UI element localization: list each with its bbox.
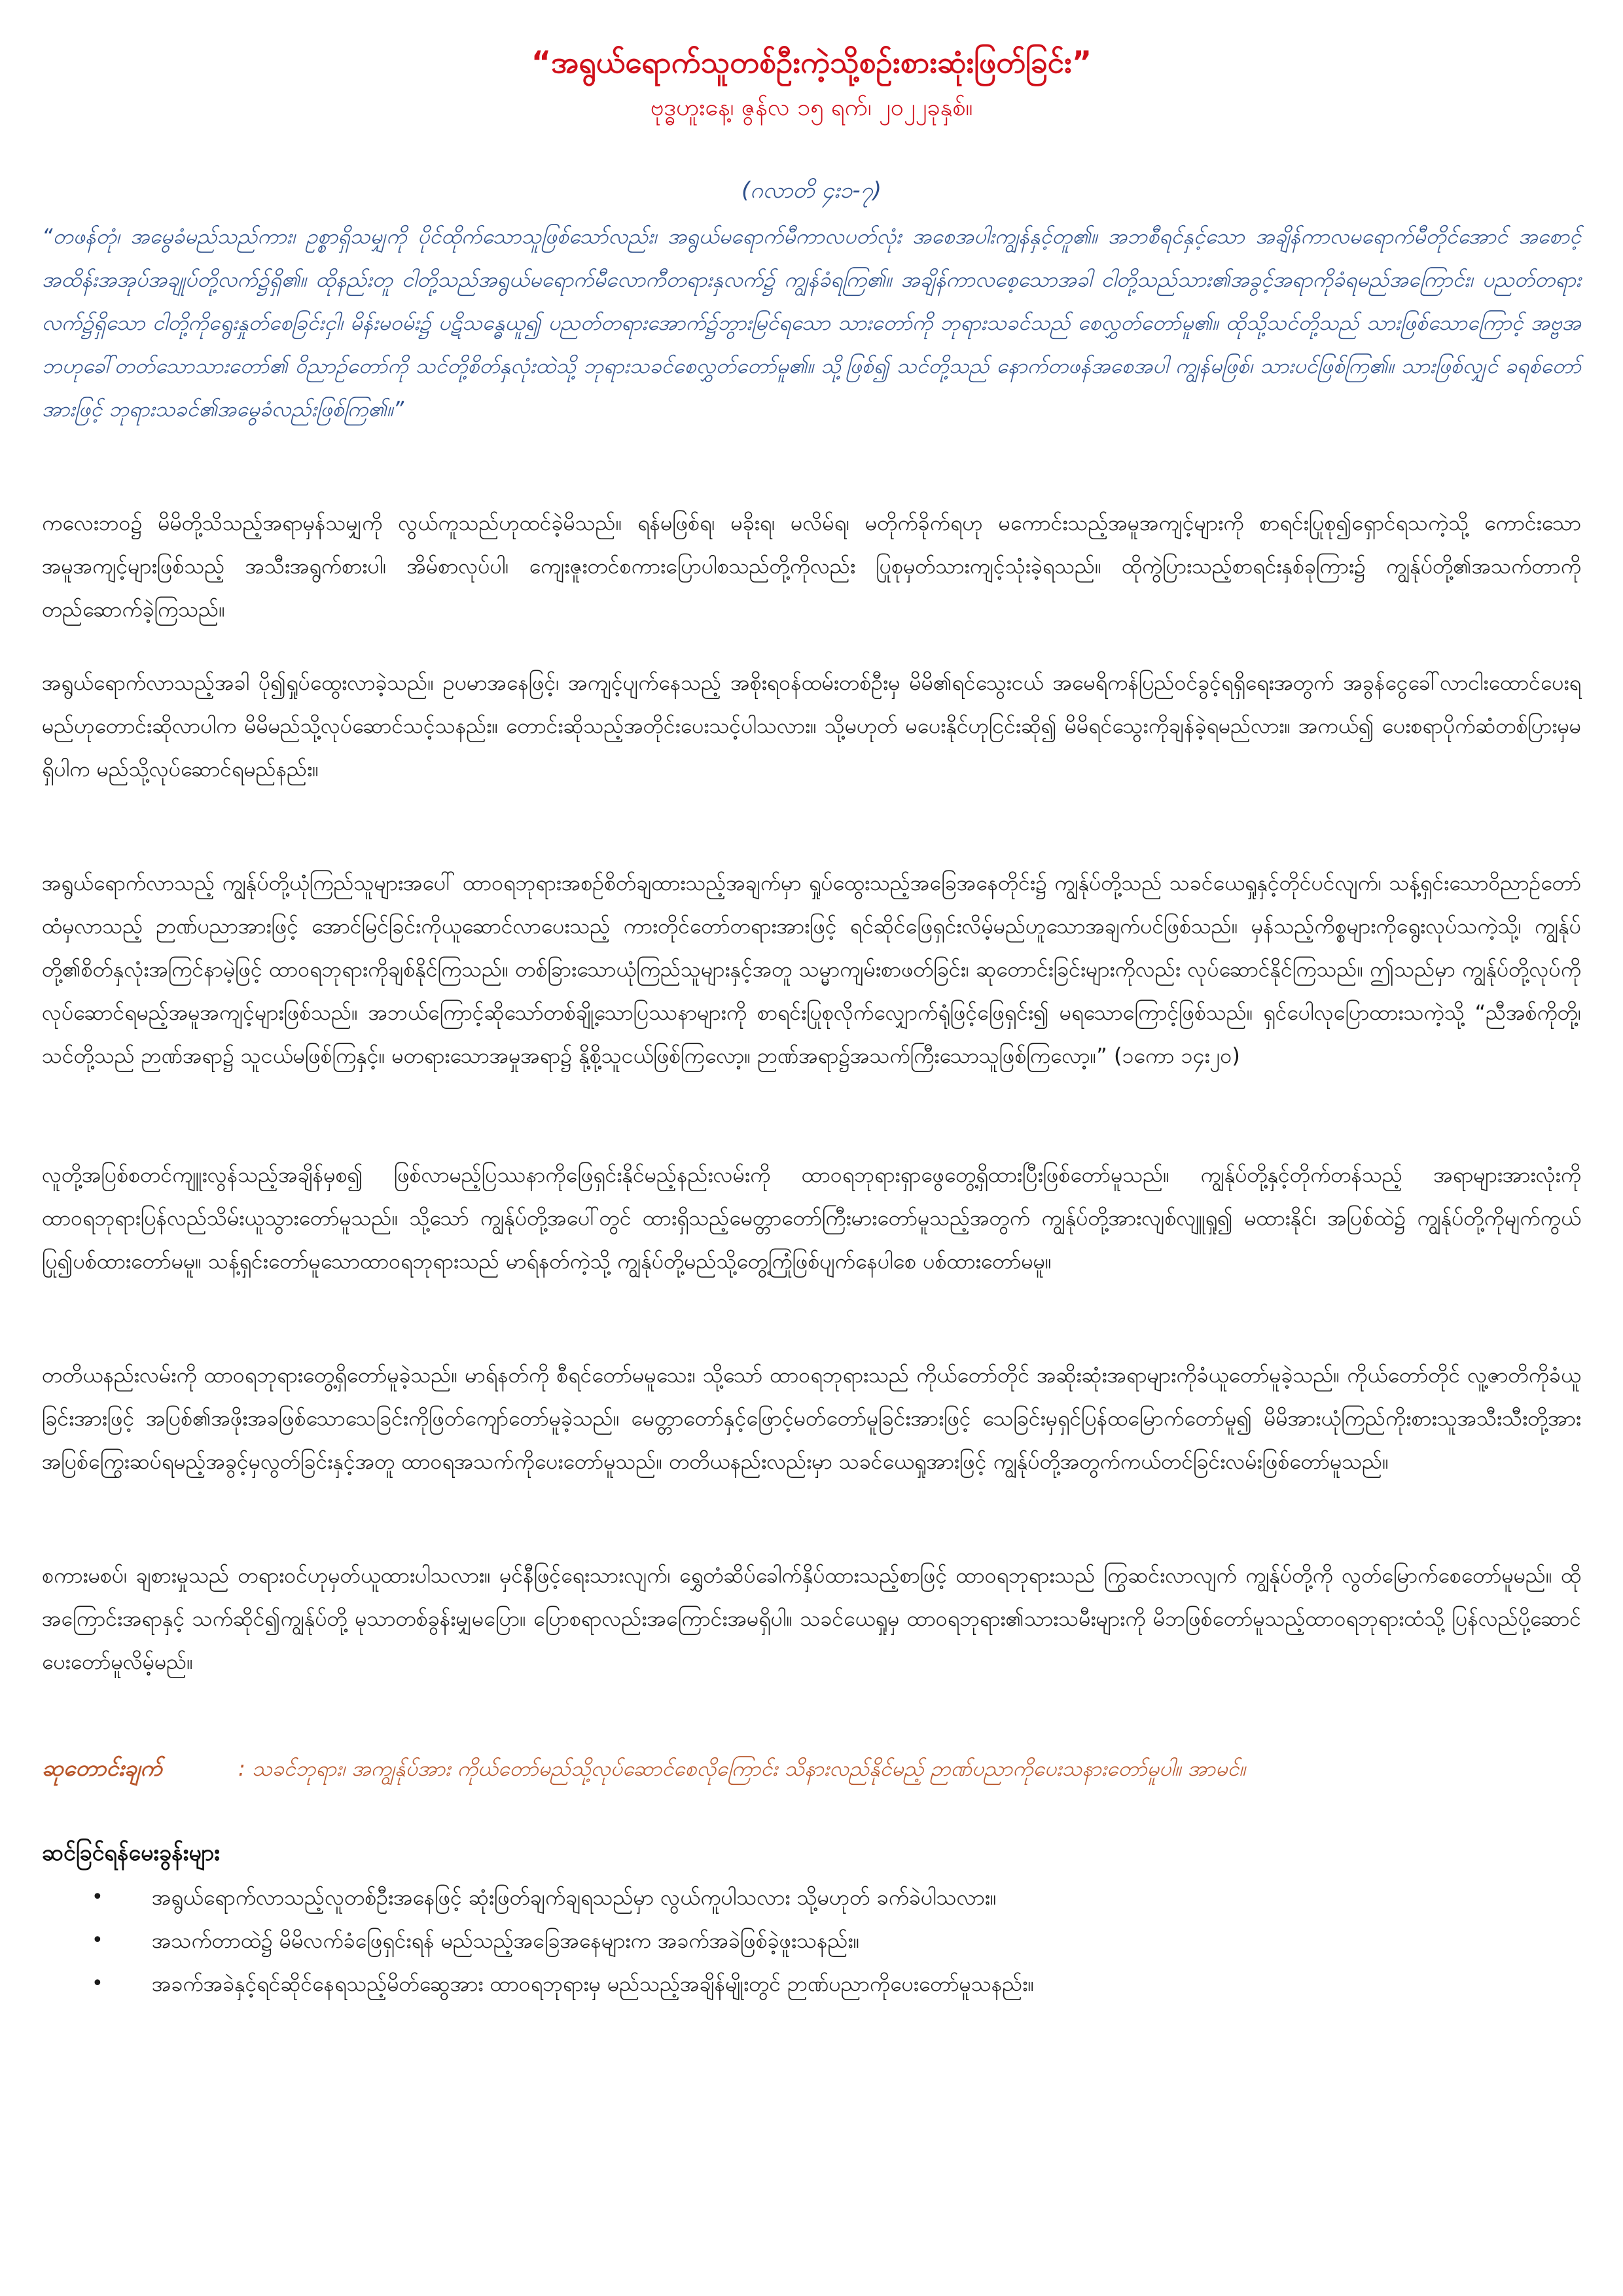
date-line: ဗုဒ္ဓဟူးနေ့၊ ဇွန်လ ၁၅ ရက်၊ ၂၀၂၂ခုနှစ်။: [650, 94, 973, 121]
body-paragraph-5: တတိယနည်းလမ်းကို ထာဝရဘုရားတွေ့ရှိတော်မူခဲ့သည်။ မာရ်နတ်ကို စီရင်တော်မမူသေး၊ သို့သော် ထာဝရဘုရားသည် ကိုယ်တော်တိုင် အဆိုးဆုံးအရာများကိုခံယူတော်မူခဲ့သည်။ ကိုယ်တော်တိုင် လူ့ဇာတိကိုခံယူခြင်းအားဖြင့် အပြစ်၏အဖိုးအခဖြစ်သောသေခြင်းကိုဖြတ်ကျော်တော်မူခဲ့သည်။ မေတ္တာတော်နှင့်ဖြောင့်မတ်တော်မူခြင်းအားဖြင့် သေခြင်းမှရှင်ပြန်ထမြောက်တော်မူ၍ မိမိအားယုံကြည်ကိုးစားသူအသီးသီးတို့အား အပြစ်ကြွေးဆပ်ရမည့်အခွင့်မှလွတ်ခြင်းနှင့်အတူ ထာဝရအသက်ကိုပေးတော်မူသည်။ တတိယနည်းလည်းမှာ သခင်ယေရှုအားဖြင့် ကျွန်ုပ်တို့အတွက်ကယ်တင်ခြင်းလမ်းဖြစ်တော်မူသည်။: [42, 1363, 1581, 1474]
questions-heading: ဆင်ခြင်ရန်မေးခွန်းများ: [42, 1840, 220, 1866]
bullet-icon: •: [92, 1886, 103, 1909]
prayer-text: : သခင်ဘုရား၊ အကျွန်ုပ်အား ကိုယ်တော်မည်သို့လုပ်ဆောင်စေလိုကြောင်း သိနားလည်နိုင်မည့် ဉာဏ်ပညာကိုပေးသနားတော်မူပါ။ အာမင်။: [238, 1756, 1246, 1781]
verse-reference: (ဂလာတိ ၄း၁-၇): [741, 177, 882, 204]
body-paragraph-2: အရွယ်ရောက်လာသည့်အခါ ပို၍ရှုပ်ထွေးလာခဲ့သည်။ ဥပမာအနေဖြင့်၊ အကျင့်ပျက်နေသည့် အစိုးရဝန်ထမ်းတစ်ဦးမှ မိမိ၏ရင်သွေးငယ် အမေရိကန်ပြည်ဝင်ခွင့်ရရှိရေးအတွက် အခွန်ငွေခေါ်လာငါးထောင်ပေးရမည်ဟုတောင်းဆိုလာပါက မိမိမည်သို့လုပ်ဆောင်သင့်သနည်း။ တောင်းဆိုသည့်အတိုင်းပေးသင့်ပါသလား။ သို့မဟုတ် မပေးနိုင်ဟုငြင်းဆို၍ မိမိရင်သွေးကိုချန်ခဲ့ရမည်လား။ အကယ်၍ ပေးစရာပိုက်ဆံတစ်ပြားမှမရှိပါက မည်သို့လုပ်ဆောင်ရမည်နည်း။: [42, 670, 1582, 781]
question-text: အရွယ်ရောက်လာသည့်လူတစ်ဦးအနေဖြင့် ဆုံးဖြတ်ချက်ချရသည်မှာ လွယ်ကူပါသလား သို့မဟုတ် ခက်ခဲပါသလား။: [152, 1885, 997, 1910]
bullet-icon: •: [92, 1972, 103, 1995]
question-text: အသက်တာထဲ၌ မိမိလက်ခံဖြေရှင်းရန် မည်သည့်အခြေအနေများက အခက်အခဲဖြစ်ခဲ့ဖူးသနည်း။: [152, 1928, 860, 1953]
body-paragraph-3: အရွယ်ရောက်လာသည့် ကျွန်ုပ်တို့ယုံကြည်သူများအပေါ် ထာဝရဘုရားအစဉ်စိတ်ချထားသည့်အချက်မှာ ရှုပ်ထွေးသည့်အခြေအနေတိုင်း၌ ကျွန်ုပ်တို့သည် သခင်ယေရှုနှင့်တိုင်ပင်လျက်၊ သန့်ရှင်းသောဝိညာဉ်တော်ထံမှလာသည့် ဉာဏ်ပညာအားဖြင့် အောင်မြင်ခြင်းကိုယူဆောင်လာပေးသည့် ကားတိုင်တော်တရားအားဖြင့် ရင်ဆိုင်ဖြေရှင်းလိမ့်မည်ဟူသောအချက်ပင်ဖြစ်သည်။ မှန်သည့်ကိစ္စများကိုရွေးလုပ်သကဲ့သို့၊ ကျွန်ုပ်တို့၏စိတ်နှလုံးအကြင်နာမဲ့ဖြင့် ထာဝရဘုရားကိုချစ်နိုင်ကြသည်။ တစ်ခြားသောယုံကြည်သူများနှင့်အတူ သမ္မာကျမ်းစာဖတ်ခြင်း၊ ဆုတောင်းခြင်းများကိုလည်း လုပ်ဆောင်နိုင်ကြသည်။ ဤသည်မှာ ကျွန်ုပ်တို့လုပ်ကိုလုပ်ဆောင်ရမည့်အမူအကျင့်များဖြစ်သည်။ အဘယ်ကြောင့်ဆိုသော်တစ်ချို့သောပြဿနာများကို စာရင်းပြုစုလိုက်လျှောက်ရုံဖြင့်ဖြေရှင်း၍ မရသောကြောင့်ဖြစ်သည်။ ရှင်ပေါလုပြောထားသကဲ့သို့ “ညီအစ်ကိုတို့၊ သင်တို့သည် ဉာဏ်အရာ၌ သူငယ်မဖြစ်ကြနှင့်။ မတရားသောအမှုအရာ၌ နို့စို့သူငယ်ဖြစ်ကြလော့။ ဉာဏ်အရာ၌အသက်ကြီးသောသူဖြစ်ကြလော့။” (၁ကော ၁၄း၂၀): [42, 870, 1582, 1068]
question-item: [42, 1876, 1581, 1919]
body-paragraph-4: လူတို့အပြစ်စတင်ကျူးလွန်သည့်အချိန်မှစ၍ ဖြစ်လာမည့်ပြဿနာကိုဖြေရှင်းနိုင်မည့်နည်းလမ်းကို ထာဝရဘုရားရှာဖွေတွေ့ရှိထားပြီးဖြစ်တော်မူသည်။ ကျွန်ုပ်တို့နှင့်တိုက်တန်သည့် အရာများအားလုံးကို ထာဝရဘုရားပြန်လည်သိမ်းယူသွားတော်မူသည်။ သို့သော် ကျွန်ုပ်တို့အပေါ်တွင် ထားရှိသည့်မေတ္တာတော်ကြီးမားတော်မူသည့်အတွက် ကျွန်ုပ်တို့အားလျစ်လျူရှု၍ မထားနိုင်၊ အပြစ်ထဲ၌ ကျွန်ုပ်တို့ကိုမျက်ကွယ်ပြု၍ပစ်ထားတော်မမူ။ သန့်ရှင်းတော်မူသောထာဝရဘုရားသည် မာရ်နတ်ကဲ့သို့ ကျွန်ုပ်တို့မည်သို့တွေ့ကြုံဖြစ်ပျက်နေပါစေ ပစ်ထားတော်မမူ။: [42, 1162, 1581, 1274]
question-text: အခက်အခဲနှင့်ရင်ဆိုင်နေရသည့်မိတ်ဆွေအား ထာဝရဘုရားမှ မည်သည့်အချိန်မျိုးတွင် ဉာဏ်ပညာကိုပေးတော်မူသနည်း။: [152, 1971, 1035, 1996]
question-item: [42, 1919, 1581, 1962]
body-paragraph-1: ကလေးဘဝ၌ မိမိတို့သိသည့်အရာမှန်သမျှကို လွယ်ကူသည်ဟုထင်ခဲ့မိသည်။ ရန်မဖြစ်ရ၊ မခိုးရ၊ မလိမ်ရ၊ မတိုက်ခိုက်ရဟု မကောင်းသည့်အမူအကျင့်များကို စာရင်းပြုစု၍ရှောင်ရသကဲ့သို့ ကောင်းသောအမူအကျင့်များဖြစ်သည့် အသီးအရွက်စားပါ၊ အိမ်စာလုပ်ပါ၊ ကျေးဇူးတင်စကားပြောပါစသည်တို့ကိုလည်း ပြုစုမှတ်သားကျင့်သုံးခဲ့ရသည်။ ထိုကွဲပြားသည့်စာရင်းနှစ်ခုကြား၌ ကျွန်ုပ်တို့၏အသက်တာကိုတည်ဆောက်ခဲ့ကြသည်။: [42, 511, 1581, 622]
prayer-label: ဆုတောင်းချက်: [42, 1755, 162, 1782]
page-title: “အရွယ်ရောက်သူတစ်ဦးကဲ့သို့စဉ်းစားဆုံးဖြတ်ခြင်း”: [531, 45, 1092, 80]
verse-text: “တဖန်တုံ၊ အမွေခံမည်သည်ကား၊ ဥစ္စာရှိသမျှကို ပိုင်ထိုက်သောသူဖြစ်သော်လည်း၊ အရွယ်မရောက်မီကာလပတ်လုံး အစေအပါးကျွန်နှင့်တူ၏။ အဘစီရင်နှင့်သော အချိန်ကာလမရောက်မီတိုင်အောင် အစောင့်အထိန်းအအုပ်အချုပ်တို့လက်၌ရှိ၏။ ထိုနည်းတူ ငါတို့သည်အရွယ်မရောက်မီလောကီတရားနှလက်၌ ကျွန်ခံရကြ၏။ အချိန်ကာလစေ့သောအခါ ငါတို့သည်သား၏အခွင့်အရာကိုခံရမည်အကြောင်း၊ ပညတ်တရားလက်၌ရှိသော ငါတို့ကိုရွေးနှုတ်စေခြင်းငှါ၊ မိန်းမဝမ်း၌ ပဋိသန္ဓေယူ၍ ပညတ်တရားအောက်၌ဘွားမြင်ရသော သားတော်ကို ဘုရားသခင်သည် စေလွှတ်တော်မူ၏။ ထိုသို့သင်တို့သည် သားဖြစ်သောကြောင့် အဗ္ဗအဘဟုခေါ်တတ်သောသားတော်၏ ဝိညာဉ်တော်ကို သင်တို့စိတ်နှလုံးထဲသို့ ဘုရားသခင်စေလွှတ်တော်မူ၏။ သို့ဖြစ်၍ သင်တို့သည် နောက်တဖန်အစေအပါ ကျွန်မဖြစ်၊ သားပင်ဖြစ်ကြ၏။ သားဖြစ်လျှင် ခရစ်တော်အားဖြင့် ဘုရားသခင်၏အမွေခံလည်းဖြစ်ကြ၏။”: [42, 224, 1582, 422]
prayer-block: [42, 1749, 1581, 1788]
questions-list: [42, 1876, 1581, 2005]
body-paragraph-6: စကားမစပ်၊ ချစားမှုသည် တရားဝင်ဟုမှတ်ယူထားပါသလား။ မှင်နီဖြင့်ရေးသားလျက်၊ ရွှေတံဆိပ်ခေါက်နှိပ်ထားသည့်စာဖြင့် ထာဝရဘုရားသည် ကြွဆင်းလာလျက် ကျွန်ုပ်တို့ကို လွတ်မြောက်စေတော်မူမည်။ ထိုအကြောင်းအရာနှင့် သက်ဆိုင်၍ကျွန်ုပ်တို့ မုသာတစ်ခွန်းမျှမပြော။ ပြောစရာလည်းအကြောင်းအမရှိပါ။ သခင်ယေရှုမှ ထာဝရဘုရား၏သားသမီးများကို မိဘဖြစ်တော်မူသည့်ထာဝရဘုရားထံသို့ ပြန်လည်ပို့ဆောင်ပေးတော်မူလိမ့်မည်။: [42, 1563, 1582, 1674]
bullet-icon: •: [92, 1929, 103, 1952]
question-item: [42, 1962, 1581, 2005]
